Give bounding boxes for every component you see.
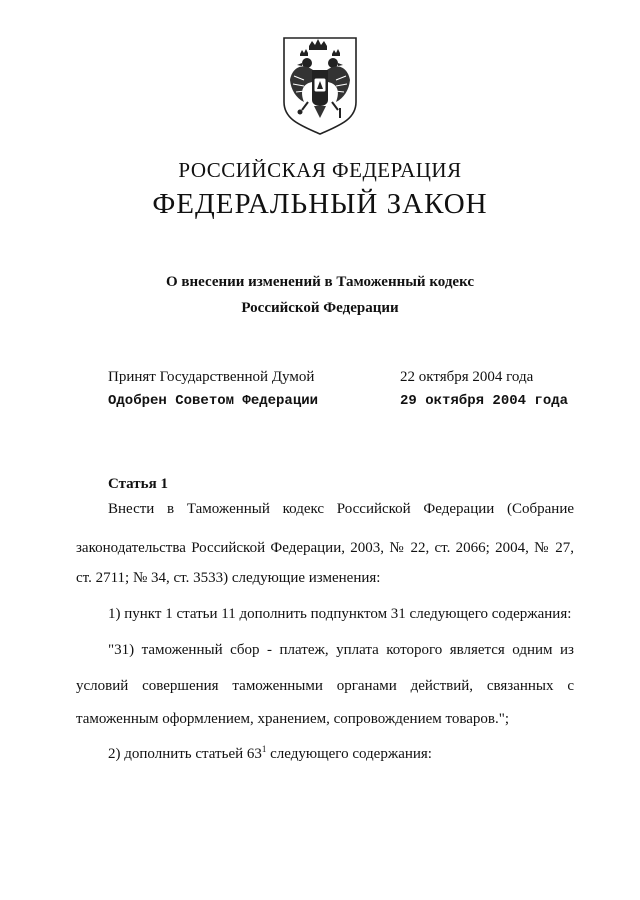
- document-type: ФЕДЕРАЛЬНЫЙ ЗАКОН: [152, 188, 488, 220]
- coat-of-arms-icon: [278, 32, 362, 136]
- paragraph-line: законодательства Российской Федерации, 2003, № 22, ст. 2066; 2004, № 27,: [76, 540, 574, 556]
- article-heading: Статья 1: [108, 476, 168, 492]
- duma-adoption-date: 22 октября 2004 года: [400, 369, 534, 385]
- list-item-2: [108, 746, 432, 763]
- council-approval-date: 29 октября 2004 года: [400, 393, 569, 409]
- law-title-line2: Российской Федерации: [241, 300, 399, 316]
- quote-line: условий совершения таможенными органами действий, связанных с: [76, 678, 574, 694]
- quote-line: таможенным оформлением, хранением, сопровождением товаров.";: [76, 711, 510, 727]
- quote-line: "31) таможенный сбор - платеж, уплата которого является одним из: [108, 642, 574, 658]
- law-title-line1: О внесении изменений в Таможенный кодекс: [165, 274, 475, 290]
- list-item-2-text: 2) дополнить статьей 63: [108, 746, 262, 762]
- list-item-1: 1) пункт 1 статьи 11 дополнить подпунктом 31 следующего содержания:: [108, 606, 572, 622]
- list-item-2-tail: следующего содержания:: [266, 746, 432, 762]
- country-name: РОССИЙСКАЯ ФЕДЕРАЦИЯ: [178, 158, 462, 182]
- duma-adoption-label: Принят Государственной Думой: [108, 369, 315, 385]
- article-superscript: 1: [261, 744, 267, 754]
- council-approval-label: Одобрен Советом Федерации: [108, 393, 319, 409]
- paragraph-line: ст. 2711; № 34, ст. 3533) следующие изменения:: [76, 570, 381, 586]
- duma-adoption-row: [108, 369, 568, 386]
- council-approval-row: [108, 393, 568, 409]
- paragraph-line: Внести в Таможенный кодекс Российской Федерации (Собрание: [108, 501, 574, 517]
